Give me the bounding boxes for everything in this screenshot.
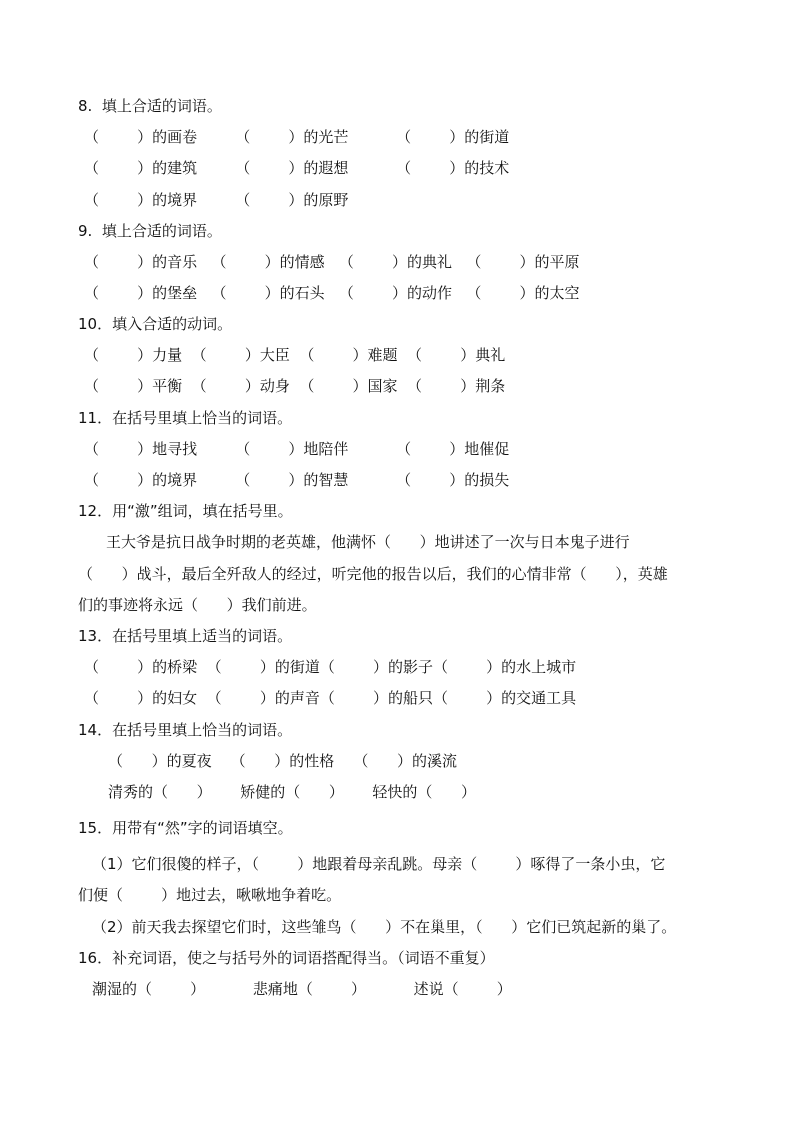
q13-title: 13．在括号里填上适当的词语。 [78, 627, 293, 645]
q15-line-2: 们便（ ）地过去，啾啾地争着吃。 [78, 886, 342, 904]
q10-row-2: （ ）平衡 （ ）动身 （ ）国家 （ ）荆条 [84, 377, 506, 395]
q12-line-2: （ ）战斗，最后全歼敌人的经过，听完他的报告以后，我们的心情非常（ ），英雄 [78, 565, 668, 583]
q8-title: 8. 填上合适的词语。 [78, 97, 222, 115]
q15-line-3: （2）前天我去探望它们时，这些雏鸟（ ）不在巢里，（ ）它们已筑起新的巢了。 [92, 918, 677, 936]
q13-row-1: （ ）的桥梁 （ ）的街道（ ）的影子（ ）的水上城市 [84, 658, 577, 676]
q16-title: 16．补充词语，使之与括号外的词语搭配得当。（词语不重复） [78, 949, 495, 967]
q14-title: 14．在括号里填上恰当的词语。 [78, 721, 293, 739]
q15-title: 15．用带有“然”字的词语填空。 [78, 819, 293, 837]
q10-row-1: （ ）力量 （ ）大臣 （ ）难题 （ ）典礼 [84, 346, 506, 364]
q8-row-3: （ ）的境界 （ ）的原野 [84, 191, 349, 209]
q11-row-1: （ ）地寻找 （ ）地陪伴 （ ）地催促 [84, 440, 510, 458]
q9-row-1: （ ）的音乐 （ ）的情感 （ ）的典礼 （ ）的平原 [84, 253, 580, 271]
q12-title: 12．用“激”组词，填在括号里。 [78, 502, 293, 520]
q14-row-1: （ ）的夏夜 （ ）的性格 （ ）的溪流 [108, 752, 457, 770]
q14-row-2: 清秀的（ ） 矫健的（ ） 轻快的（ ） [108, 783, 477, 801]
q16-row-1: 潮湿的（ ） 悲痛地（ ） 述说（ ） [92, 980, 512, 998]
q15-line-1: （1）它们很傻的样子，（ ）地跟着母亲乱跳。母亲（ ）啄得了一条小虫，它 [92, 855, 666, 873]
q9-title: 9. 填上合适的词语。 [78, 222, 222, 240]
q13-row-2: （ ）的妇女 （ ）的声音（ ）的船只（ ）的交通工具 [84, 689, 577, 707]
q8-row-1: （ ）的画卷 （ ）的光芒 （ ）的街道 [84, 128, 510, 146]
q10-title: 10．填入合适的动词。 [78, 315, 233, 333]
q12-line-3: 们的事迹将永远（ ）我们前进。 [78, 596, 317, 614]
q12-line-1: 王大爷是抗日战争时期的老英雄，他满怀（ ）地讲述了一次与日本鬼子进行 [106, 533, 630, 551]
q11-row-2: （ ）的境界 （ ）的智慧 （ ）的损失 [84, 471, 510, 489]
q9-row-2: （ ）的堡垒 （ ）的石头 （ ）的动作 （ ）的太空 [84, 284, 580, 302]
q11-title: 11．在括号里填上恰当的词语。 [78, 409, 293, 427]
q8-row-2: （ ）的建筑 （ ）的遐想 （ ）的技术 [84, 159, 510, 177]
